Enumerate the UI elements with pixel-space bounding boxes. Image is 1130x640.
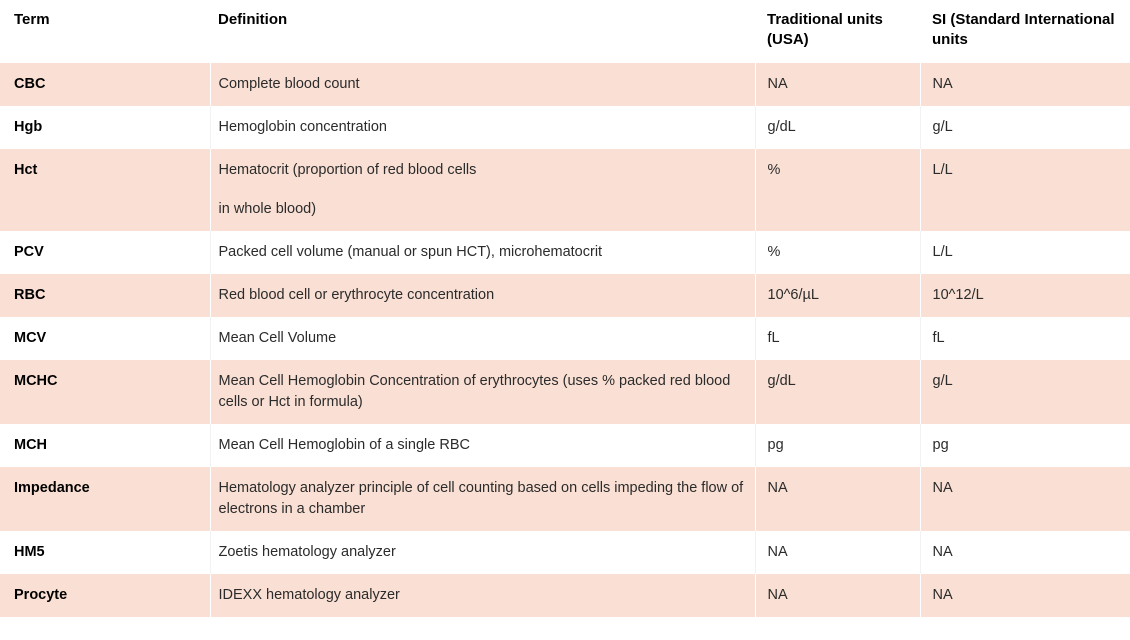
cell-si-units: NA xyxy=(920,574,1130,617)
table-row xyxy=(0,106,1130,149)
column-header-si-units: SI (Standard International units xyxy=(920,0,1130,63)
cell-traditional-units: NA xyxy=(755,63,920,106)
cell-definition: Mean Cell Hemoglobin Concentration of erythrocytes (uses % packed red blood cells or Hct in formula) xyxy=(210,360,755,424)
column-header-definition: Definition xyxy=(210,0,755,63)
cell-si-units: NA xyxy=(920,531,1130,574)
column-header-traditional-units: Traditional units (USA) xyxy=(755,0,920,63)
cell-traditional-units: % xyxy=(755,149,920,231)
cell-traditional-units: fL xyxy=(755,317,920,360)
cell-term: RBC xyxy=(0,274,210,317)
cell-term: PCV xyxy=(0,231,210,274)
table-row xyxy=(0,63,1130,106)
cell-si-units: L/L xyxy=(920,149,1130,231)
cell-definition-line1: Hematocrit (proportion of red blood cells xyxy=(218,161,477,178)
table-row xyxy=(0,424,1130,467)
cell-si-units: NA xyxy=(920,63,1130,106)
table-row xyxy=(0,360,1130,424)
cell-traditional-units: NA xyxy=(755,574,920,617)
cell-traditional-units: NA xyxy=(755,531,920,574)
cell-traditional-units: pg xyxy=(755,424,920,467)
table-row xyxy=(0,531,1130,574)
cell-definition: Hemoglobin concentration xyxy=(210,106,755,149)
cell-si-units: fL xyxy=(920,317,1130,360)
cell-si-units: g/L xyxy=(920,106,1130,149)
cell-definition: Mean Cell Volume xyxy=(210,317,755,360)
table-row xyxy=(0,231,1130,274)
table-row xyxy=(0,467,1130,531)
cell-definition xyxy=(210,149,755,231)
cell-term: MCH xyxy=(0,424,210,467)
cell-definition-line2: in whole blood) xyxy=(218,200,317,217)
cell-term: MCV xyxy=(0,317,210,360)
cell-traditional-units: g/dL xyxy=(755,106,920,149)
cell-term: Procyte xyxy=(0,574,210,617)
table-row xyxy=(0,574,1130,617)
cell-definition: Mean Cell Hemoglobin of a single RBC xyxy=(210,424,755,467)
cell-si-units: g/L xyxy=(920,360,1130,424)
cell-term: HM5 xyxy=(0,531,210,574)
table-header xyxy=(0,0,1130,63)
cell-definition: Zoetis hematology analyzer xyxy=(210,531,755,574)
cell-traditional-units: % xyxy=(755,231,920,274)
cell-term: CBC xyxy=(0,63,210,106)
column-header-term: Term xyxy=(0,0,210,63)
table-header-row xyxy=(0,0,1130,63)
cell-term: Hgb xyxy=(0,106,210,149)
cell-definition: IDEXX hematology analyzer xyxy=(210,574,755,617)
cell-traditional-units: NA xyxy=(755,467,920,531)
table-row xyxy=(0,274,1130,317)
cell-definition: Hematology analyzer principle of cell counting based on cells impeding the flow of electrons in a chamber xyxy=(210,467,755,531)
table-row xyxy=(0,149,1130,231)
table-row xyxy=(0,317,1130,360)
table-body xyxy=(0,63,1130,617)
cell-traditional-units: 10^6/µL xyxy=(755,274,920,317)
cell-term: MCHC xyxy=(0,360,210,424)
cell-si-units: pg xyxy=(920,424,1130,467)
cell-definition: Packed cell volume (manual or spun HCT), microhematocrit xyxy=(210,231,755,274)
cell-si-units: NA xyxy=(920,467,1130,531)
cell-term: Hct xyxy=(0,149,210,231)
cell-traditional-units: g/dL xyxy=(755,360,920,424)
cell-definition: Red blood cell or erythrocyte concentration xyxy=(210,274,755,317)
cell-si-units: L/L xyxy=(920,231,1130,274)
cell-si-units: 10^12/L xyxy=(920,274,1130,317)
cell-term: Impedance xyxy=(0,467,210,531)
cell-definition: Complete blood count xyxy=(210,63,755,106)
